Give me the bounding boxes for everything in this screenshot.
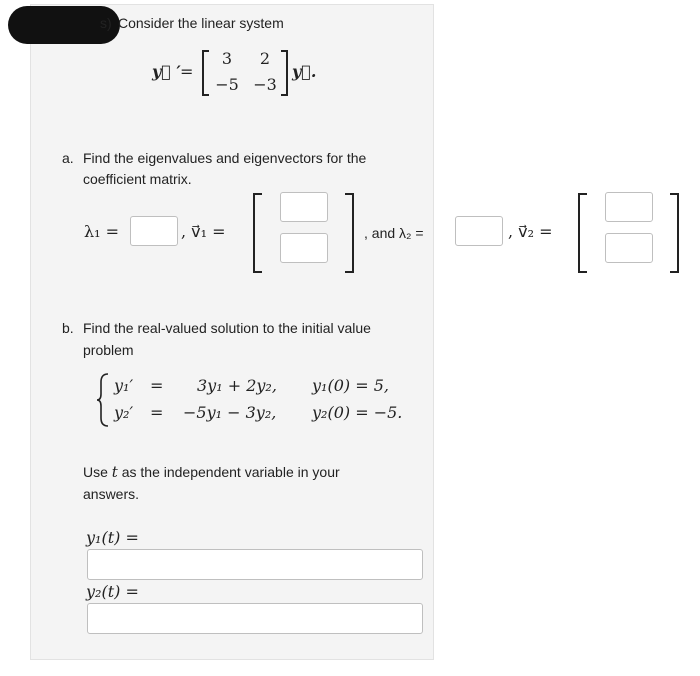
part-a-text-line1: Find the eigenvalues and eigenvectors for the [83, 150, 367, 166]
v2-left-bracket [578, 193, 587, 273]
part-a-text-line2: coefficient matrix. [83, 171, 192, 187]
y-vector-symbol: y⃗. [292, 62, 317, 81]
y1-label: y₁(t) = [86, 528, 139, 547]
eq1-initial-condition: y₁(0) = 5, [312, 376, 389, 395]
eq1-lhs: y₁′ [114, 376, 134, 395]
instruction-pre: Use [83, 464, 108, 480]
instruction-variable: t [111, 463, 118, 481]
matrix-a22: −3 [253, 75, 277, 94]
lambda1-input[interactable] [130, 216, 178, 246]
instruction-line1 [83, 462, 340, 482]
part-a-label: a. [62, 150, 74, 166]
v2-bottom-input[interactable] [605, 233, 653, 263]
y1-answer-input[interactable] [87, 549, 423, 580]
matrix-a12: 2 [259, 49, 271, 68]
intro-text: Consider the linear system [118, 15, 284, 31]
part-b-text-line1: Find the real-valued solution to the initial value [83, 320, 371, 336]
v1-label: , v⃗₁ = [181, 222, 226, 241]
instruction-post: as the independent variable in your [121, 464, 340, 480]
eq2-equals: = [150, 403, 164, 422]
y2-answer-input[interactable] [87, 603, 423, 634]
and-lambda2-label: , and λ₂ = [364, 225, 424, 241]
part-b-text-line2: problem [83, 342, 134, 358]
v1-bottom-input[interactable] [280, 233, 328, 263]
lambda1-label: λ₁ = [84, 222, 120, 241]
matrix-left-bracket [202, 50, 209, 96]
system-brace [96, 372, 110, 428]
eq1-equals: = [150, 376, 164, 395]
v2-right-bracket [670, 193, 679, 273]
instruction-line2: answers. [83, 486, 140, 502]
v1-right-bracket [345, 193, 354, 273]
eq2-rhs: −5y₁ − 3y₂, [183, 403, 277, 422]
y2-label: y₂(t) = [86, 582, 139, 601]
system-equals: = [180, 62, 194, 81]
y-prime-symbol: y⃗ ′ [152, 62, 181, 81]
v2-top-input[interactable] [605, 192, 653, 222]
v2-label: , v⃗₂ = [508, 222, 553, 241]
v1-left-bracket [253, 193, 262, 273]
matrix-a21: −5 [215, 75, 239, 94]
matrix-right-bracket [281, 50, 288, 96]
lambda2-input[interactable] [455, 216, 503, 246]
v1-top-input[interactable] [280, 192, 328, 222]
eq2-lhs: y₂′ [114, 403, 134, 422]
intro-fragment: s) [100, 15, 112, 31]
matrix-a11: 3 [221, 49, 233, 68]
eq1-rhs: 3y₁ + 2y₂, [197, 376, 277, 395]
eq2-initial-condition: y₂(0) = −5. [312, 403, 403, 422]
part-b-label: b. [62, 320, 74, 336]
